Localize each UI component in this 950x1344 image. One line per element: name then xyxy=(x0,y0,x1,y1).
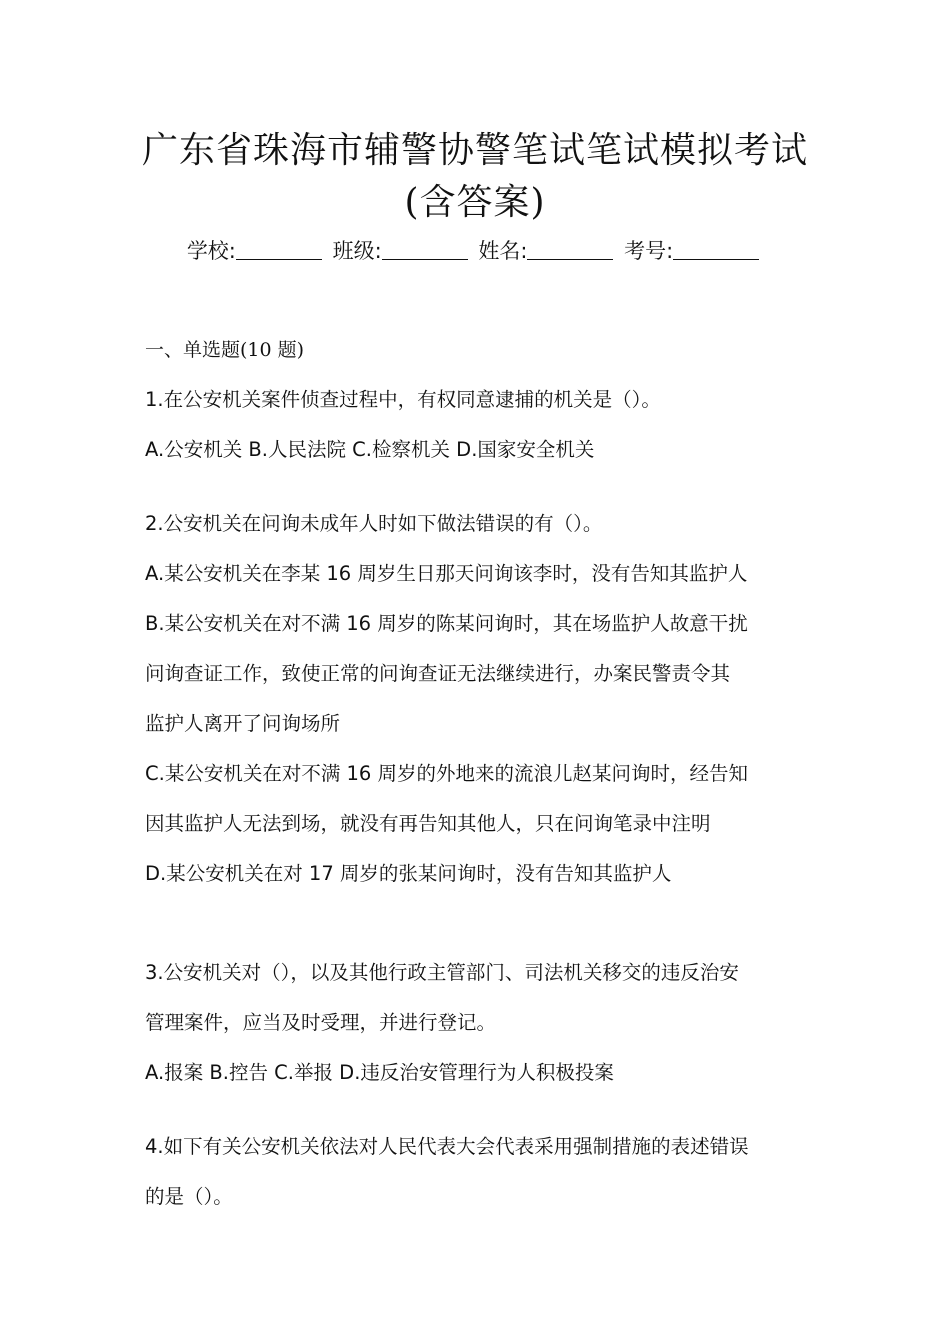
name-label: 姓名: xyxy=(478,239,528,263)
section-heading: 一、单选题(10 题) xyxy=(145,339,305,361)
class-blank xyxy=(382,239,468,260)
exam-number-blank xyxy=(673,239,759,260)
question-1-stem: 1.在公安机关案件侦查过程中，有权同意逮捕的机关是（）。 xyxy=(145,388,661,411)
document-subtitle: (含答案) xyxy=(404,182,546,223)
name-field xyxy=(478,236,617,266)
name-blank xyxy=(527,239,613,260)
question-3-stem-cont: 管理案件，应当及时受理，并进行登记。 xyxy=(145,1011,497,1034)
document-title: 广东省珠海市辅警协警笔试笔试模拟考试 xyxy=(141,130,808,171)
question-4-stem-cont: 的是（）。 xyxy=(145,1185,233,1208)
class-label: 班级: xyxy=(332,239,382,263)
school-field xyxy=(187,236,326,266)
student-info-row xyxy=(0,236,950,266)
question-1-options: A.公安机关 B.人民法院 C.检察机关 D.国家安全机关 xyxy=(145,438,595,461)
question-2-option-b-cont: 监护人离开了问询场所 xyxy=(145,712,341,735)
question-2-option-b: B.某公安机关在对不满 16 周岁的陈某问询时，其在场监护人故意干扰 xyxy=(145,612,748,635)
school-label: 学校: xyxy=(186,239,236,263)
question-3-stem: 3.公安机关对（），以及其他行政主管部门、司法机关移交的违反治安 xyxy=(145,961,739,984)
question-2-option-a: A.某公安机关在李某 16 周岁生日那天问询该李时，没有告知其监护人 xyxy=(145,562,748,585)
question-2-option-c-cont: 因其监护人无法到场，就没有再告知其他人，只在问询笔录中注明 xyxy=(145,812,711,835)
exam-number-field xyxy=(624,236,763,266)
class-field xyxy=(333,236,472,266)
school-blank xyxy=(236,239,322,260)
question-2-option-b-cont: 问询查证工作，致使正常的问询查证无法继续进行，办案民警责令其 xyxy=(145,662,731,685)
question-3-options: A.报案 B.控告 C.举报 D.违反治安管理行为人积极投案 xyxy=(145,1061,614,1084)
question-2-stem: 2.公安机关在问询未成年人时如下做法错误的有（）。 xyxy=(145,512,603,535)
question-2-option-d: D.某公安机关在对 17 周岁的张某问询时，没有告知其监护人 xyxy=(145,862,672,885)
question-4-stem: 4.如下有关公安机关依法对人民代表大会代表采用强制措施的表述错误 xyxy=(145,1135,749,1158)
question-2-option-c: C.某公安机关在对不满 16 周岁的外地来的流浪儿赵某问询时，经告知 xyxy=(145,762,749,785)
exam-number-label: 考号: xyxy=(624,239,674,263)
